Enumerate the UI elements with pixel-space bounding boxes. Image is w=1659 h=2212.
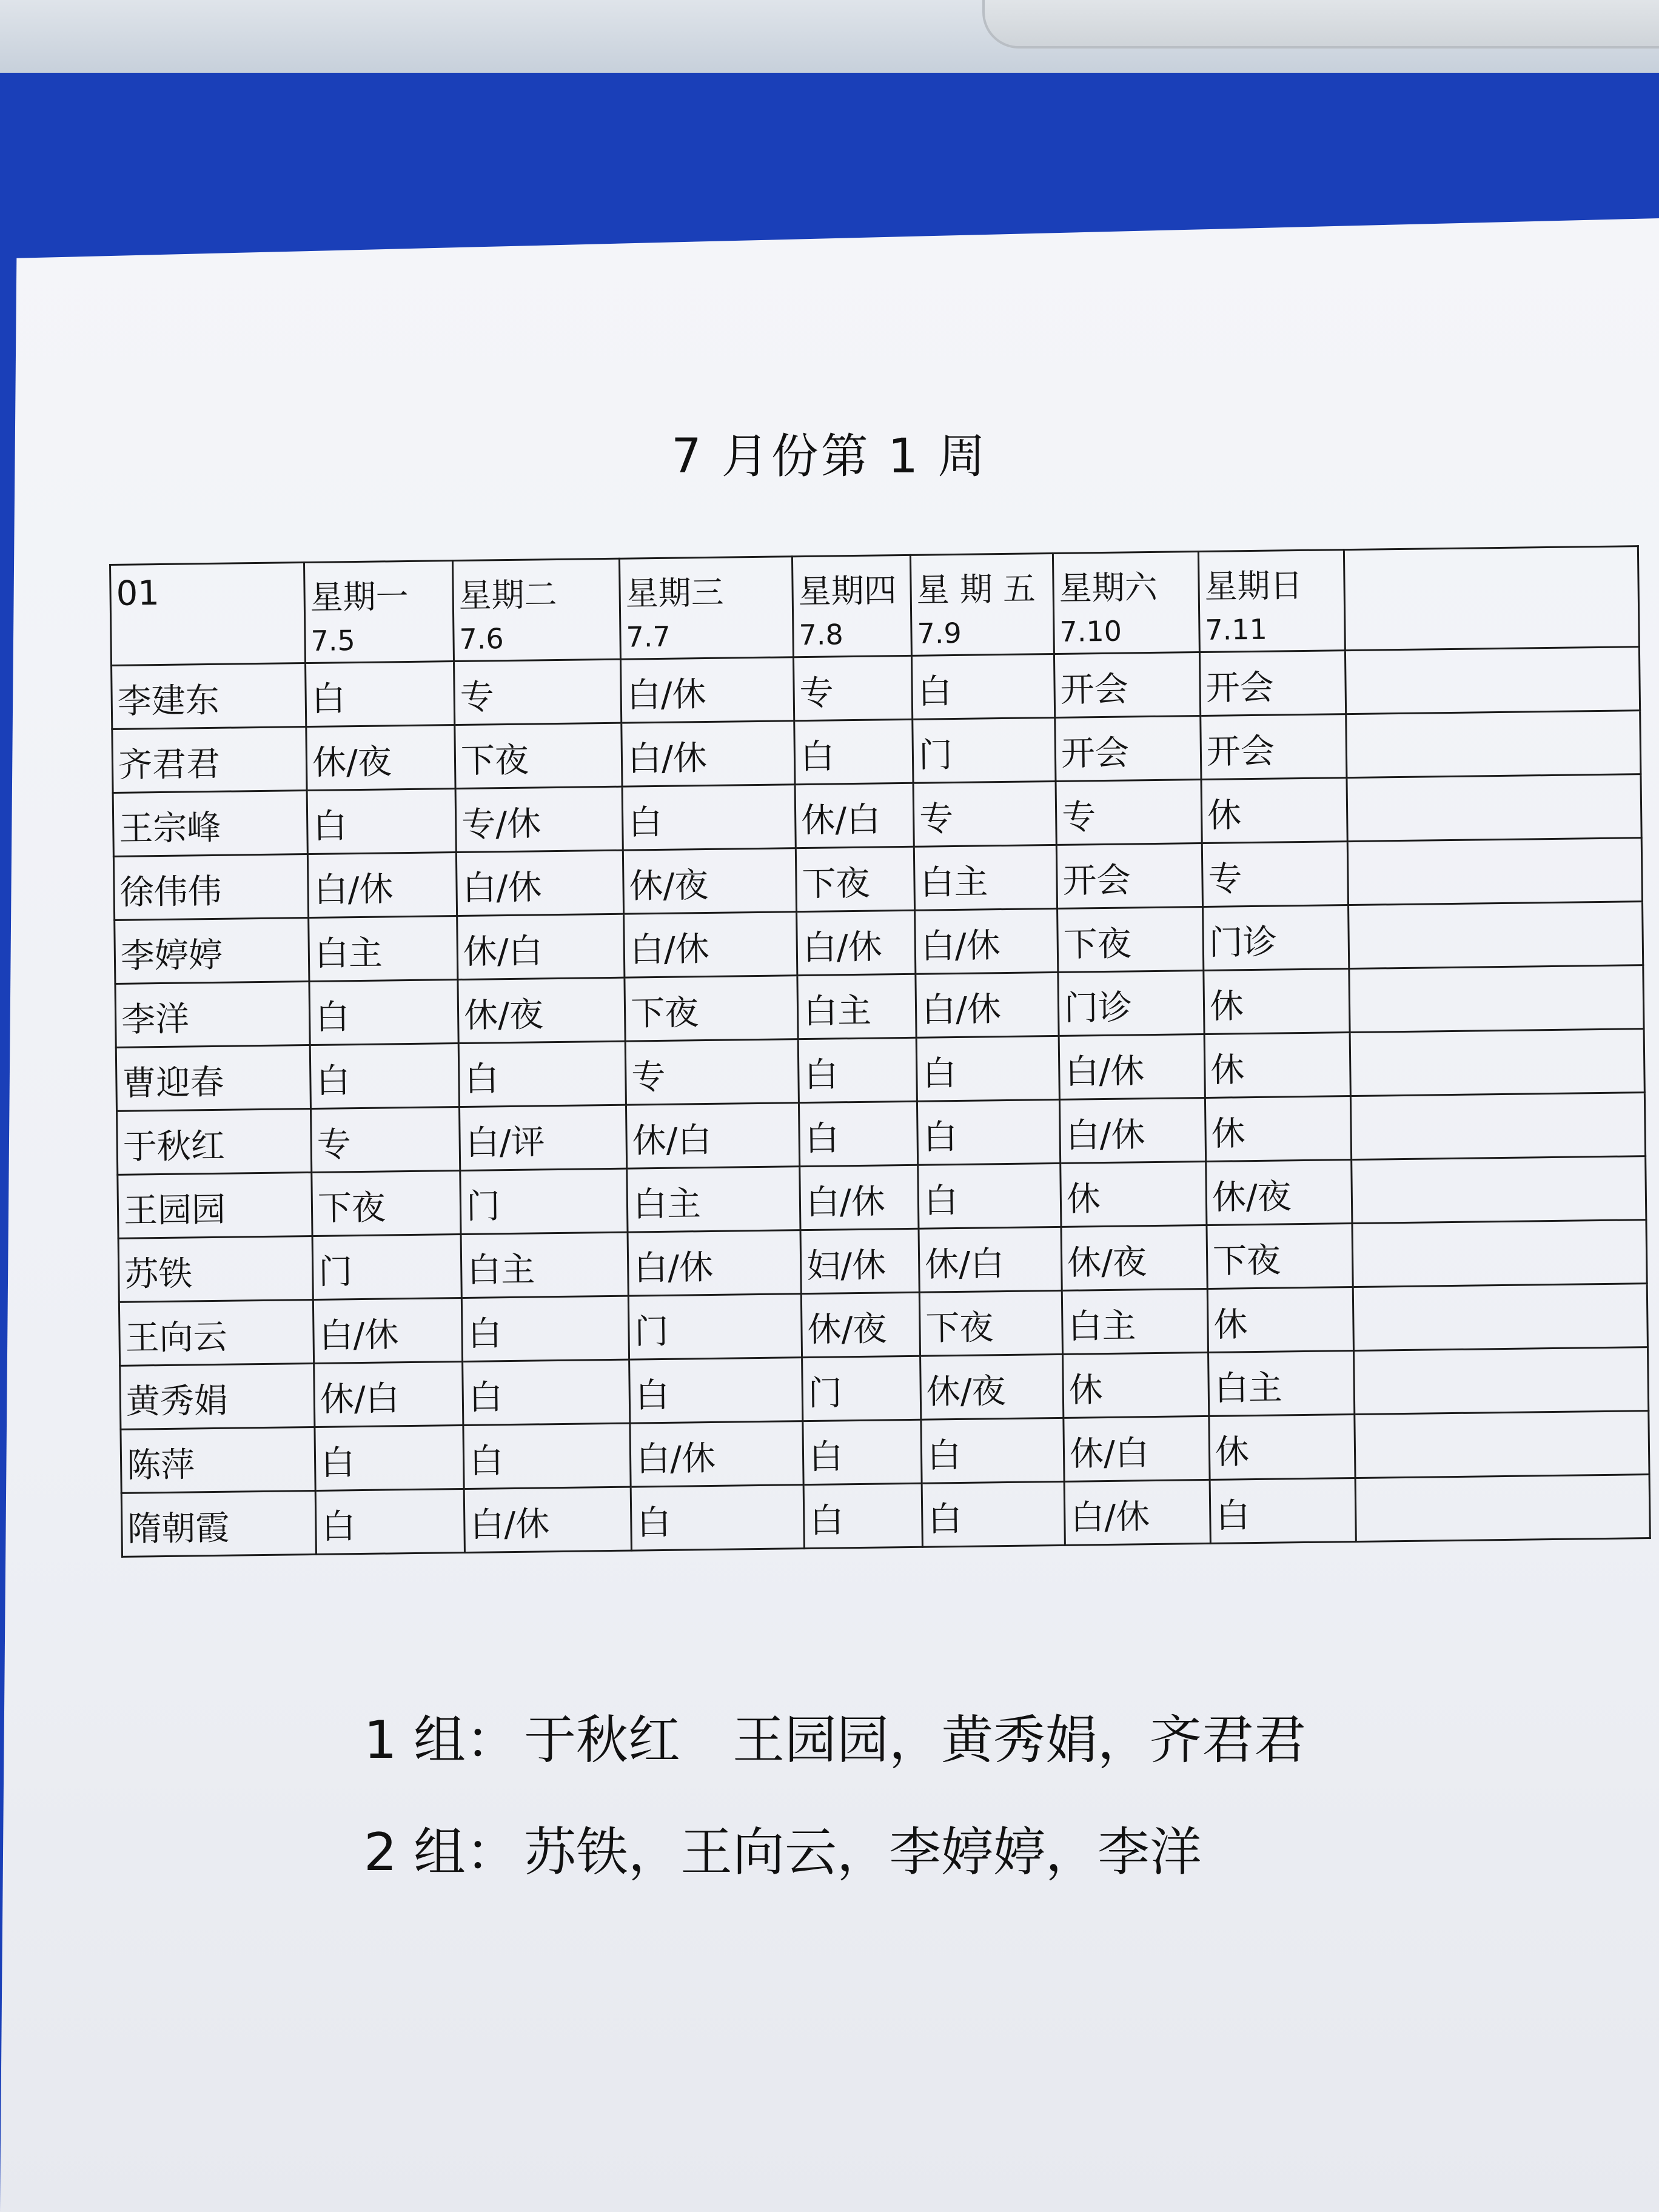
shift-cell: 妇/休 (800, 1228, 919, 1293)
staff-name-cell: 曹迎春 (116, 1045, 310, 1111)
page-title: 7 月份第 1 周 (671, 429, 988, 484)
group-2-line (364, 1810, 1202, 1885)
shift-cell: 白 (310, 1044, 459, 1109)
shift-cell: 专 (625, 1039, 799, 1105)
shift-cell: 白主 (1208, 1351, 1355, 1416)
shift-cell: 开会 (1056, 843, 1202, 909)
shift-cell: 白 (631, 1485, 804, 1550)
day-header (792, 555, 911, 657)
staff-name-cell: 黄秀娟 (120, 1363, 315, 1429)
shift-cell: 门 (628, 1294, 802, 1359)
shift-cell: 休 (1204, 969, 1350, 1034)
shift-cell: 下夜 (312, 1171, 461, 1236)
shift-cell: 白 (306, 662, 455, 727)
shift-cell: 休/夜 (920, 1354, 1064, 1419)
shift-cell: 专 (311, 1107, 460, 1173)
shift-cell: 门 (312, 1234, 461, 1299)
shift-cell: 白/休 (313, 1298, 462, 1363)
shift-cell: 休/白 (314, 1361, 463, 1427)
empty-cell (1345, 647, 1640, 714)
day-label: 星期二 (458, 575, 558, 615)
day-header (910, 553, 1054, 655)
shift-cell: 休 (1204, 1033, 1350, 1098)
shift-cell: 白 (911, 654, 1054, 719)
staff-name-cell: 苏铁 (118, 1236, 313, 1302)
shift-cell: 休/夜 (801, 1292, 920, 1357)
day-label: 星期一 (310, 577, 409, 617)
shift-cell: 白主 (914, 845, 1057, 910)
empty-cell (1354, 1347, 1649, 1415)
staff-name-cell: 王园园 (118, 1172, 312, 1238)
day-label: 星 期 五 (916, 569, 1036, 609)
shift-cell: 门 (913, 717, 1056, 783)
shift-cell: 白/休 (800, 1165, 919, 1230)
shift-cell: 休 (1201, 778, 1347, 843)
shift-cell: 白 (629, 1358, 803, 1423)
date-label: 7.8 (799, 618, 843, 652)
shift-cell: 休 (1061, 1161, 1207, 1227)
shift-cell: 白 (921, 1418, 1064, 1483)
staff-name-cell: 于秋红 (117, 1109, 312, 1175)
shift-cell: 白 (463, 1423, 631, 1489)
empty-cell (1355, 1475, 1650, 1542)
shift-cell: 白/休 (456, 850, 623, 916)
shift-cell: 白主 (461, 1232, 628, 1298)
shift-cell: 白/休 (628, 1230, 801, 1296)
day-label: 星期六 (1059, 568, 1158, 608)
empty-cell (1355, 1411, 1649, 1478)
date-label: 7.10 (1059, 614, 1122, 648)
shift-cell: 休 (1205, 1096, 1351, 1162)
shift-cell: 白/休 (464, 1487, 631, 1552)
shift-cell: 白 (803, 1419, 922, 1484)
group-2-members: 苏铁，王向云，李婷婷，李洋 (524, 1822, 1202, 1883)
shift-cell: 白/休 (620, 657, 794, 723)
shift-cell: 白/休 (1064, 1480, 1210, 1545)
day-header (452, 558, 620, 661)
shift-cell: 白 (798, 1037, 917, 1102)
shift-cell: 休/夜 (1061, 1225, 1207, 1290)
shift-cell: 白/休 (915, 908, 1058, 974)
empty-header-cell (1344, 546, 1639, 651)
shift-cell: 开会 (1055, 716, 1201, 782)
shift-cell: 专 (454, 659, 622, 725)
day-header (1198, 550, 1345, 652)
shift-cell: 开会 (1054, 652, 1200, 718)
device-edge (982, 0, 1659, 49)
shift-cell: 白主 (627, 1167, 800, 1232)
shift-cell: 白 (794, 719, 913, 784)
shift-cell: 白主 (309, 916, 458, 982)
empty-cell (1352, 1220, 1647, 1287)
shift-cell: 下夜 (625, 976, 798, 1041)
shift-cell: 白主 (1062, 1289, 1208, 1354)
staff-name-cell: 王向云 (119, 1299, 313, 1366)
empty-cell (1349, 902, 1643, 969)
shift-cell: 专 (1202, 842, 1348, 907)
empty-cell (1347, 774, 1641, 842)
shift-cell: 专 (913, 781, 1056, 846)
shift-cell: 白主 (797, 974, 916, 1039)
shift-cell: 白 (799, 1101, 917, 1166)
staff-name-cell: 王宗峰 (113, 791, 307, 857)
shift-cell: 休 (1063, 1352, 1209, 1418)
shift-cell: 休 (1209, 1415, 1355, 1480)
empty-cell (1346, 711, 1641, 778)
date-label: 7.11 (1205, 612, 1268, 646)
shift-cell: 休/白 (457, 914, 625, 979)
day-label: 星期四 (798, 571, 897, 611)
group-1-members: 于秋红 王园园，黄秀娟，齐君君 (524, 1710, 1307, 1771)
shift-cell: 白 (622, 785, 796, 850)
shift-cell: 休/白 (795, 783, 914, 848)
group-1-line (364, 1698, 1306, 1773)
schedule-table (109, 545, 1651, 1558)
shift-cell: 休/白 (1064, 1416, 1210, 1481)
shift-cell: 白/休 (916, 972, 1059, 1037)
shift-cell: 白/休 (307, 853, 457, 918)
staff-name-cell: 李建东 (112, 663, 306, 729)
staff-name-cell: 李洋 (115, 982, 310, 1048)
shift-cell: 白 (463, 1359, 630, 1425)
shift-cell: 门诊 (1058, 971, 1204, 1036)
shift-cell: 下夜 (1207, 1224, 1353, 1289)
empty-cell (1347, 838, 1642, 905)
date-label: 7.7 (626, 620, 671, 654)
shift-cell: 白 (458, 1041, 626, 1107)
shift-cell: 下夜 (919, 1290, 1062, 1356)
shift-cell: 白/评 (459, 1105, 626, 1170)
shift-cell: 白/休 (797, 910, 916, 975)
shift-cell: 门 (460, 1168, 628, 1234)
day-header (1053, 552, 1199, 654)
day-header (619, 557, 793, 659)
shift-cell: 白 (922, 1481, 1065, 1547)
shift-cell: 下夜 (1057, 907, 1204, 973)
shift-cell: 白 (461, 1296, 629, 1361)
shift-cell: 白/休 (1059, 1098, 1205, 1163)
date-label: 7.6 (459, 622, 504, 655)
shift-cell: 白 (315, 1489, 464, 1554)
staff-name-cell: 徐伟伟 (113, 854, 308, 920)
group-2-label: 2 组： (364, 1822, 518, 1883)
empty-cell (1353, 1284, 1647, 1351)
shift-cell: 门 (802, 1356, 921, 1421)
shift-cell: 休/白 (626, 1103, 799, 1168)
corner-cell (110, 563, 306, 666)
shift-cell: 白 (309, 980, 458, 1045)
shift-cell: 白 (917, 1099, 1060, 1165)
shift-cell: 白 (307, 789, 456, 854)
header-row (110, 546, 1640, 666)
shift-cell: 白/休 (630, 1421, 803, 1487)
shift-cell: 休/夜 (1206, 1160, 1352, 1225)
shift-cell: 休 (1207, 1287, 1353, 1353)
shift-cell: 白 (918, 1163, 1061, 1228)
staff-name-cell: 隋朝霞 (121, 1490, 316, 1557)
empty-cell (1350, 1029, 1644, 1096)
empty-cell (1350, 1093, 1645, 1160)
shift-cell: 下夜 (796, 846, 914, 911)
shift-cell: 专 (1056, 780, 1202, 845)
day-label: 星期三 (625, 573, 725, 613)
shift-cell: 休/夜 (623, 848, 796, 914)
empty-cell (1352, 1156, 1646, 1224)
day-header (304, 561, 454, 663)
schedule-body (112, 647, 1651, 1557)
shift-cell: 开会 (1201, 714, 1347, 780)
shift-cell: 白 (1210, 1478, 1356, 1544)
shift-cell: 休/白 (919, 1227, 1062, 1292)
group-1-label: 1 组： (364, 1710, 518, 1771)
shift-cell: 白 (916, 1036, 1059, 1101)
shift-cell: 下夜 (455, 723, 622, 788)
empty-cell (1349, 965, 1644, 1033)
shift-cell: 白/休 (622, 721, 795, 786)
staff-name-cell: 陈萍 (121, 1427, 315, 1493)
shift-cell: 休/夜 (306, 725, 455, 791)
shift-cell: 白/休 (624, 912, 797, 977)
shift-cell: 白 (803, 1483, 922, 1548)
date-label: 7.9 (917, 616, 962, 650)
shift-cell: 开会 (1199, 651, 1346, 716)
staff-name-cell: 齐君君 (112, 727, 307, 793)
day-label: 星期日 (1204, 566, 1303, 606)
shift-cell: 白 (315, 1425, 464, 1490)
shift-cell: 专/休 (455, 786, 623, 852)
corner-label: 01 (116, 573, 160, 614)
shift-cell: 专 (793, 655, 912, 720)
staff-name-cell: 李婷婷 (115, 918, 309, 984)
date-label: 7.5 (310, 624, 356, 657)
shift-cell: 白/休 (1059, 1034, 1205, 1099)
shift-cell: 休/夜 (458, 977, 625, 1043)
shift-cell: 门诊 (1203, 905, 1349, 971)
